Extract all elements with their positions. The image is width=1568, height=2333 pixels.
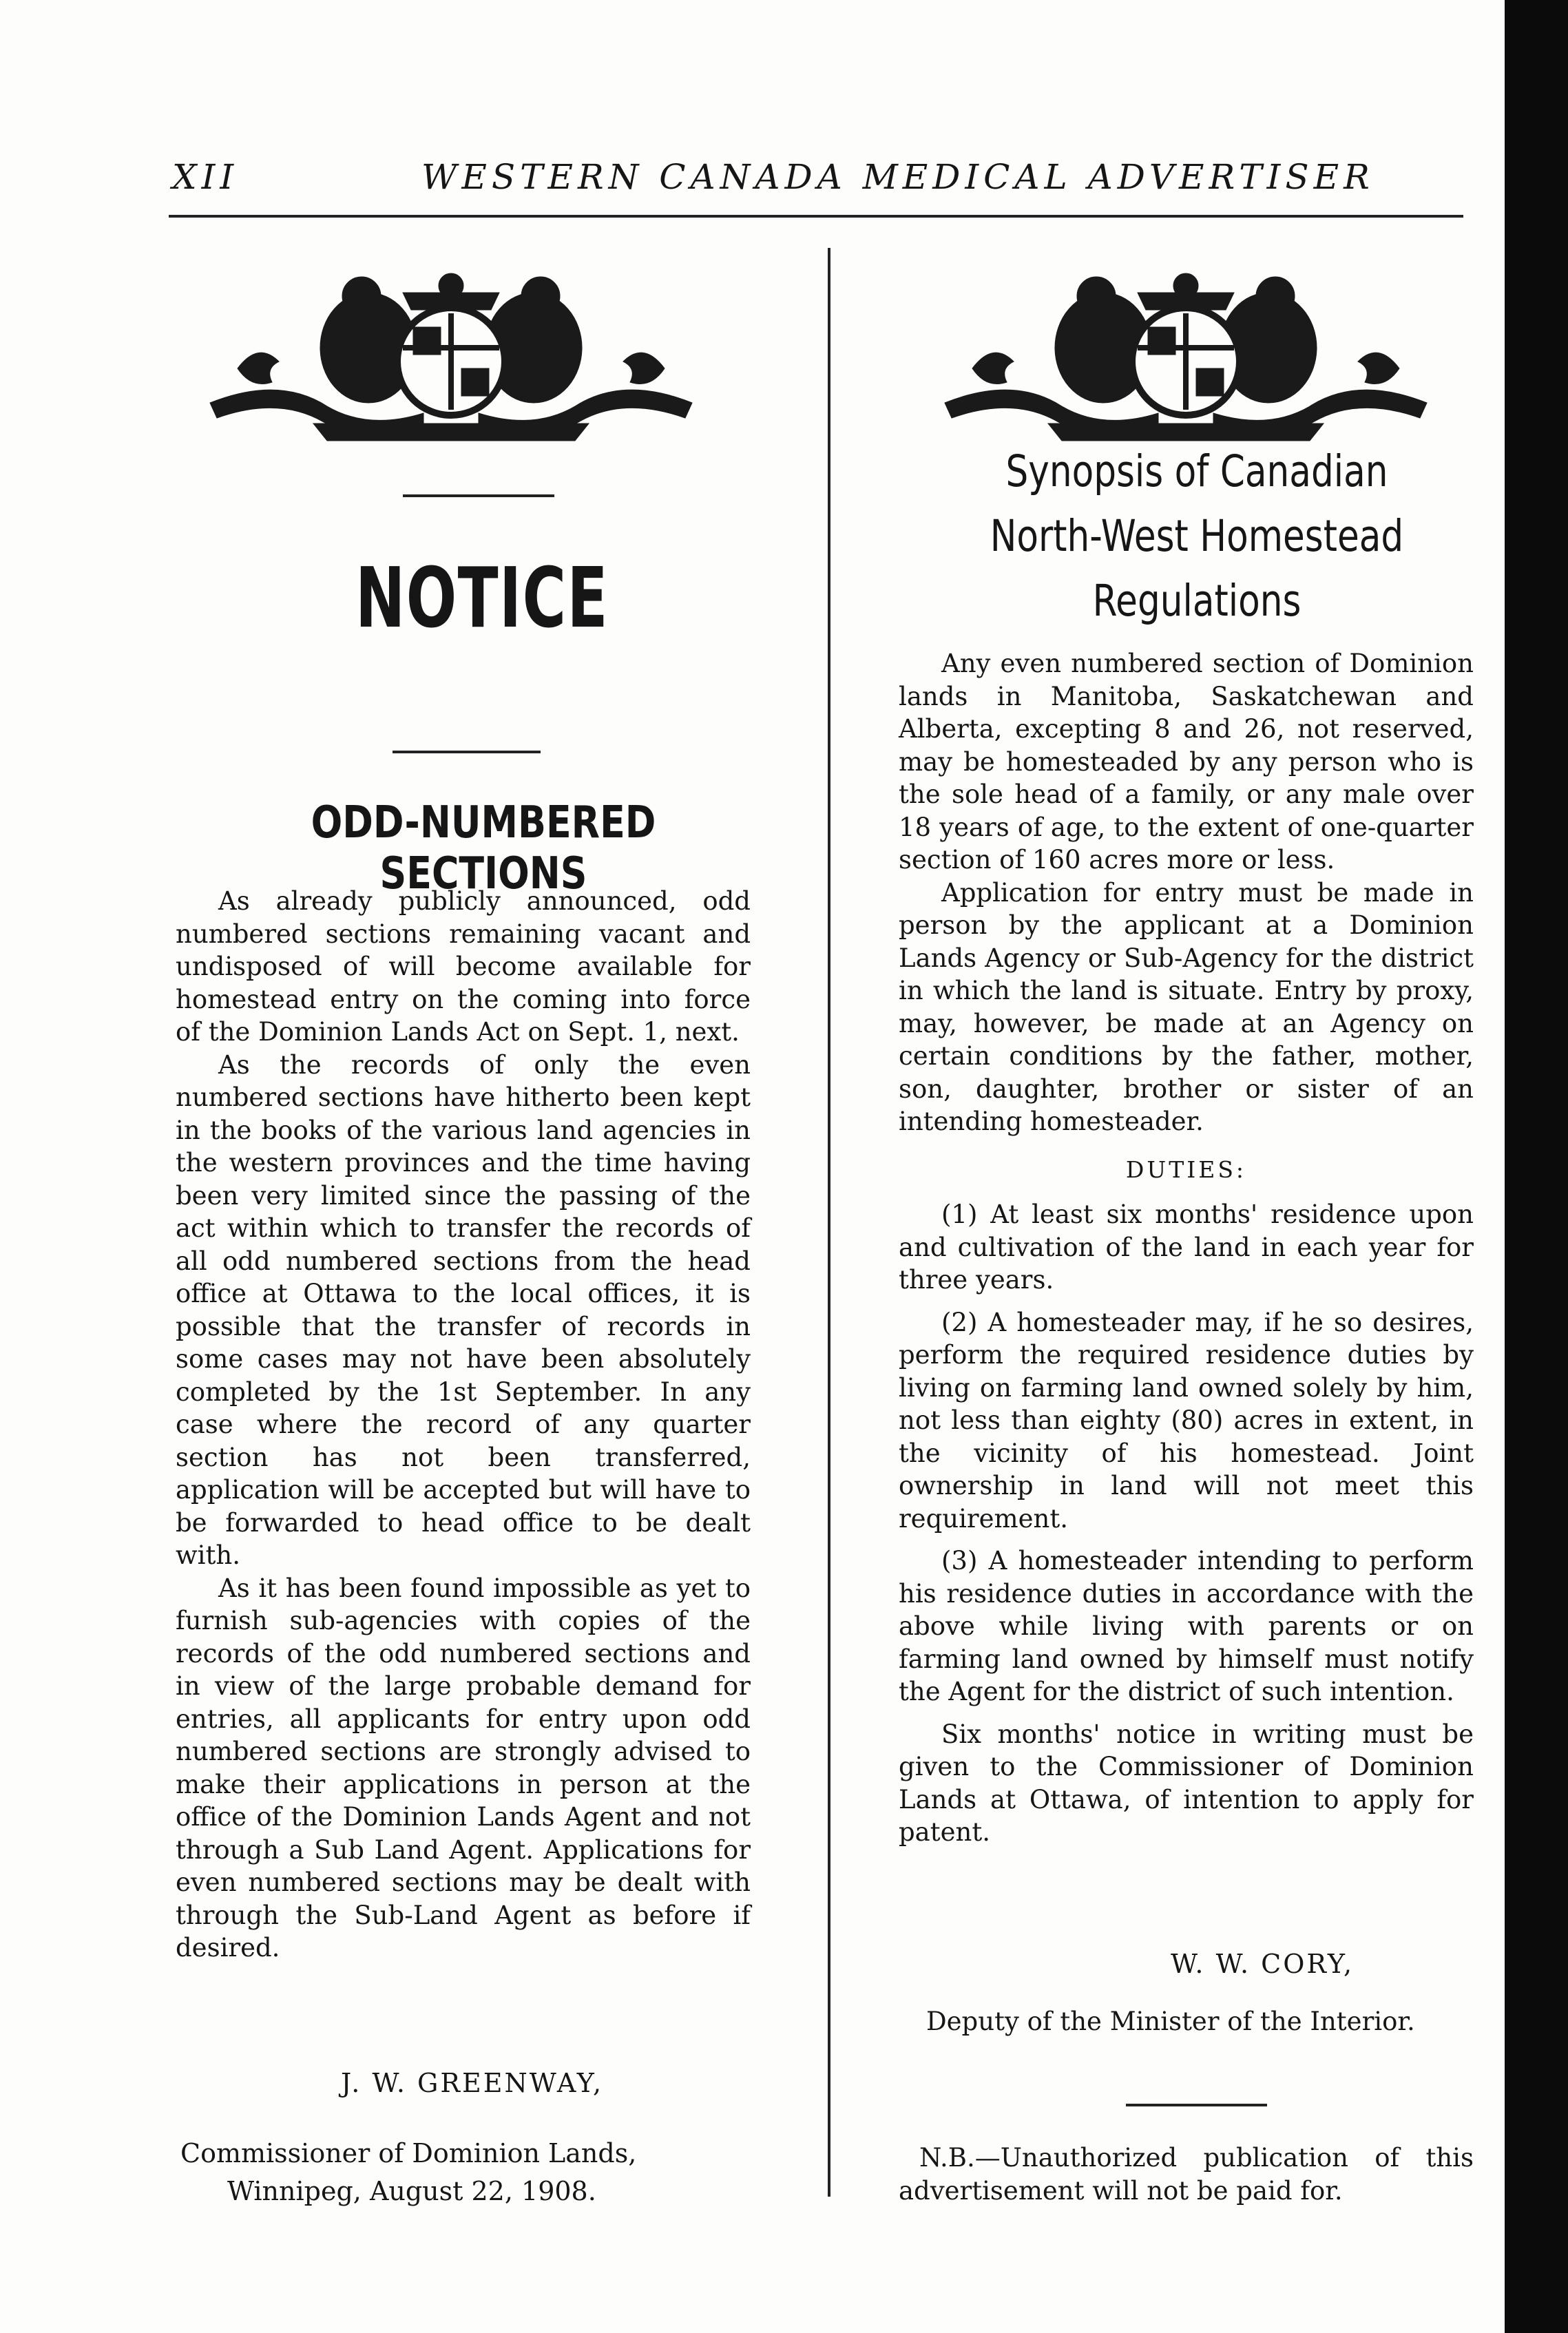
greenway-signature: J. W. GREENWAY, xyxy=(341,2068,604,2098)
synopsis-paragraph: Any even numbered section of Dominion lands in Manitoba, Saskatchewan and Alberta, excepting 8 and 26, not reserved, may be homesteaded by any person who is the sole head of a family, or any male over 18 years of age, to the extent of one-quarter section of 160 acres more or less. xyxy=(899,649,1474,875)
notice-paragraph: As already publicly announced, odd numbered sections remaining vacant and undisposed of will become available for homestead entry on the coming into force of the Dominion Lands Act on Sept. 1, next. xyxy=(176,886,751,1047)
journal-title: WESTERN CANADA MEDICAL ADVERTISER xyxy=(421,157,1374,197)
synopsis-heading-line: Regulations xyxy=(1092,576,1302,626)
notice-paragraph: As the records of only the even numbered sections have hitherto been kept in the books of the various land agencies in the western provinces and the time having been very limited since the passing of the act within which to transfer the records of all odd numbered sections from the head office at Ottawa to the local offices, it is possible that the transfer of records in some cases may not have been absolutely completed by the 1st September. In any case where the record of any quarter section has not been transferred, application will be accepted but will have to be forwarded to head office to be dealt with. xyxy=(176,1049,751,1570)
duty-item: (2) A homesteader may, if he so desires, perform the required residence duties by living on farming land owned solely by him, not less than eighty (80) acres in extent, in the vicinity of his homestead. Joint ownership in land will not meet this requirement. xyxy=(899,1307,1474,1534)
duties-heading: DUTIES: xyxy=(1125,1155,1247,1183)
duty-item: (1) At least six months' residence upon and cultivation of the land in each year for three years. xyxy=(899,1200,1474,1295)
royal-coat-of-arms-left xyxy=(196,265,706,444)
odd-numbered-sections-heading: ODD-NUMBERED SECTIONS xyxy=(311,797,656,899)
synopsis-heading-line: North-West Homestead xyxy=(990,511,1404,561)
greenway-title: Commissioner of Dominion Lands, xyxy=(180,2138,637,2168)
synopsis-body xyxy=(899,647,1474,1849)
cory-title: Deputy of the Minister of the Interior. xyxy=(926,2007,1415,2036)
cory-signature: W. W. CORY, xyxy=(1171,1949,1355,1979)
page-number: XII xyxy=(172,157,239,197)
duty-item: (3) A homesteader intending to perform his residence duties in accordance with the above while living with parents or on farming land owned by himself must notify the Agent for the district of such intention. xyxy=(899,1546,1474,1706)
notice-body xyxy=(176,885,751,1965)
footnote xyxy=(899,2142,1474,2207)
notice-heading: NOTICE xyxy=(355,551,609,647)
synopsis-paragraph: Application for entry must be made in person by the applicant at a Dominion Lands Agency or Sub-Agency for the district in which the land is situate. Entry by proxy, may, however, be made at an Agency on certain conditions by the father, mother, son, daughter, brother or sister of an intending homesteader. xyxy=(899,877,1474,1136)
notice-place-date: Winnipeg, August 22, 1908. xyxy=(227,2176,596,2206)
footnote-text: N.B.—Unauthorized publication of this advertisement will not be paid for. xyxy=(899,2143,1474,2206)
header-rule xyxy=(169,215,1463,218)
duty-item: Six months' notice in writing must be given to the Commissioner of Dominion Lands at Ottawa, of intention to apply for patent. xyxy=(899,1719,1474,1847)
synopsis-heading-line: Synopsis of Canadian xyxy=(1005,446,1388,496)
scan-edge-shadow xyxy=(1505,0,1568,2333)
column-divider xyxy=(828,248,830,2197)
royal-coat-of-arms-right xyxy=(931,265,1441,444)
rule-above-footnote xyxy=(1126,2104,1267,2106)
rule-below-notice xyxy=(393,751,541,753)
synopsis-heading xyxy=(960,439,1434,634)
rule-above-notice xyxy=(403,494,554,497)
notice-paragraph: As it has been found impossible as yet to furnish sub-agencies with copies of the records of the odd numbered sections and in view of the large probable demand for entries, all applicants for entry upon odd numbered sections are strongly advised to make their applications in person at the office of the Dominion Lands Agent and not through a Sub Land Agent. Applications for even numbered sections may be dealt with through the Sub-Land Agent as before if desired. xyxy=(176,1573,751,1963)
